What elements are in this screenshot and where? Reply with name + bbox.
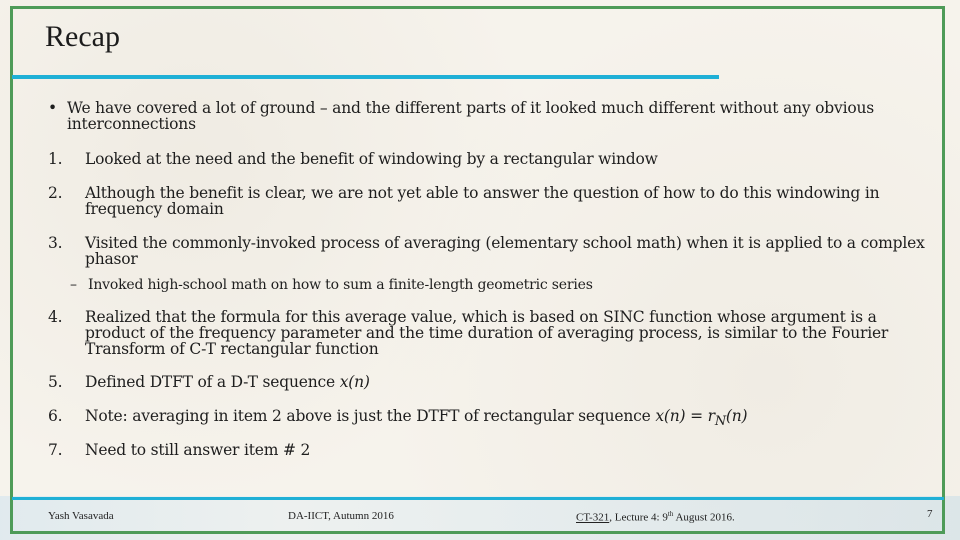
item-number: 2. [48, 184, 63, 202]
item-text: Looked at the need and the benefit of windowing by a rectangular window [85, 150, 658, 168]
item-number: 7. [48, 441, 63, 459]
footer-lecture-info [576, 510, 735, 524]
item-number: 1. [48, 150, 63, 168]
dash-marker: – [70, 277, 77, 293]
item-text: Defined DTFT of a D-T sequence [85, 373, 340, 391]
course-link[interactable]: CT-321 [576, 511, 610, 524]
math-expression: x(n) = r [655, 407, 715, 425]
item-text: Need to still answer item # 2 [85, 441, 311, 459]
title-underline-rule [12, 75, 719, 79]
item-text: Note: averaging in item 2 above is just the DTFT of rectangular sequence [85, 407, 656, 425]
item-text: Visited the commonly-invoked process of averaging (elementary school math) when it is applied to a complex phasor [85, 234, 925, 268]
item-number: 3. [48, 234, 63, 252]
math-expression-tail: (n) [725, 407, 748, 425]
date-superscript: th [667, 510, 674, 518]
item-number: 4. [48, 308, 63, 326]
item-text: Realized that the formula for this average value, which is based on SINC function whose argument is a product of the frequency parameter and the time duration of averaging process, is similar to the Fourier Transform of C-T rectangular function [85, 308, 889, 358]
footer-institution: DA-IICT, Autumn 2016 [288, 510, 394, 522]
item-number: 6. [48, 407, 63, 425]
footer-author: Yash Vasavada [48, 510, 114, 522]
item-text-container [85, 408, 930, 430]
slide-title: Recap [45, 20, 120, 53]
page-number: 7 [927, 508, 933, 520]
lecture-prefix: , Lecture 4: 9 [609, 511, 668, 524]
math-expression: x(n) [339, 373, 370, 391]
footer-rule [12, 497, 944, 500]
item-number: 5. [48, 373, 63, 391]
item-text-container [85, 374, 930, 390]
sub-item-text: Invoked high-school math on how to sum a finite-length geometric series [88, 277, 593, 293]
item-text: Although the benefit is clear, we are not yet able to answer the question of how to do this windowing in frequency domain [85, 184, 880, 218]
intro-bullet-text: We have covered a lot of ground – and the different parts of it looked much different without any obvious interconnections [67, 99, 875, 133]
date-tail: August 2016. [673, 511, 735, 524]
bullet-marker: • [48, 99, 57, 117]
math-subscript: N [714, 414, 726, 430]
